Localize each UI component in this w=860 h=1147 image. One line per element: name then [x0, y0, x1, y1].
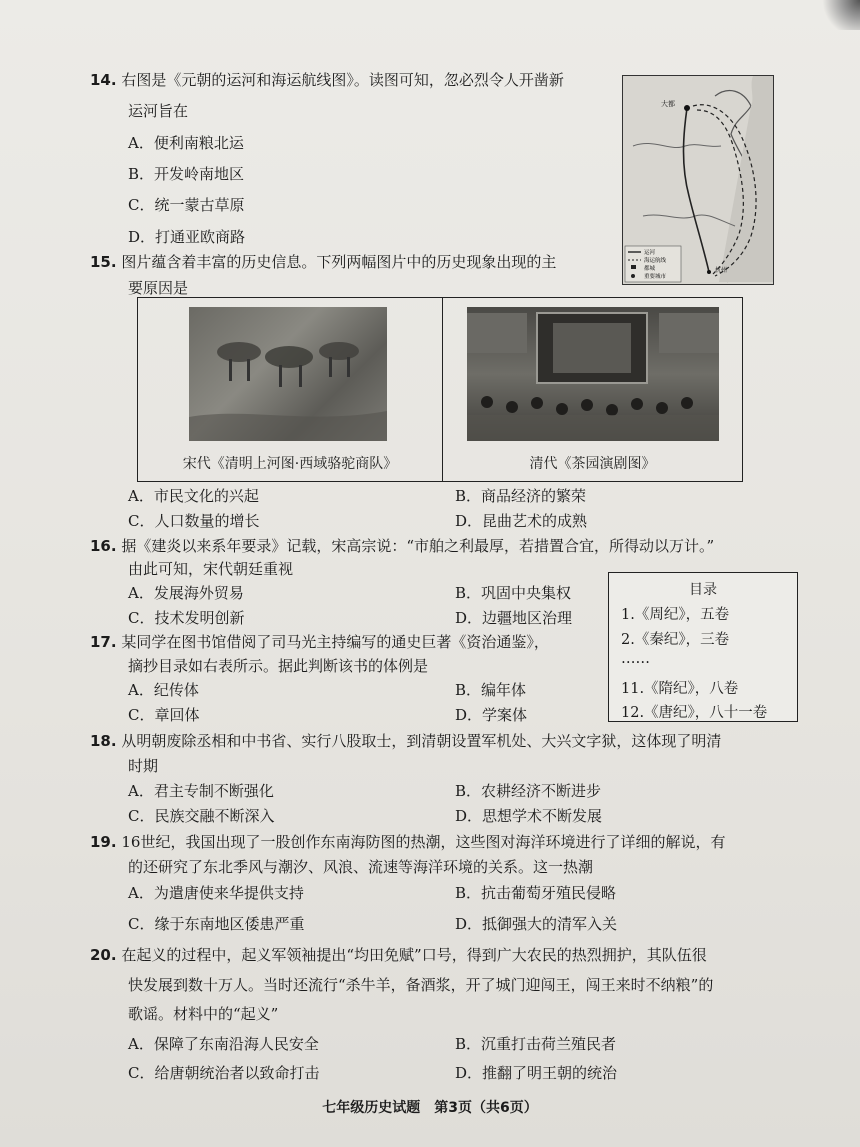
q16-option-a[interactable]: A．发展海外贸易 [128, 584, 244, 602]
directory-line-2: 2.《秦纪》，三卷 [621, 632, 730, 648]
q20-stem-line3: 歌谣。材料中的“起义” [128, 1005, 279, 1023]
q14-stem-line1: 14. 右图是《元朝的运河和海运航线图》。读图可知，忽必烈令人开凿新 [90, 71, 564, 89]
q17-option-a[interactable]: A．纪传体 [128, 681, 199, 699]
q18-option-c[interactable]: C．民族交融不断深入 [128, 807, 275, 825]
q20-option-b[interactable]: B．沉重打击荷兰殖民者 [455, 1035, 617, 1053]
q17-option-d[interactable]: D．学案体 [455, 706, 528, 724]
caption-qing: 清代《茶园演剧图》 [529, 456, 656, 472]
q15-stem-line2: 要原因是 [128, 279, 189, 297]
q19-option-c[interactable]: C．缘于东南地区倭患严重 [128, 915, 305, 933]
q17-stem-line2: 摘抄目录如右表所示。据此判断该书的体例是 [128, 657, 429, 675]
map-label-city: 杭州 [715, 267, 728, 274]
q18-stem-line1: 18. 从明朝废除丞相和中书省、实行八股取士，到清朝设置军机处、大兴文字狱，这体现了明清 [90, 732, 722, 750]
directory-line-5: 12.《唐纪》，八十一卷 [621, 705, 768, 721]
q18-number: 18. [90, 732, 117, 750]
q16-stem-line1: 16. 据《建炎以来系年要录》记载，宋高宗说：“市舶之利最厚，若措置合宜，所得动以万计。” [90, 537, 715, 555]
directory-line-1: 1.《周纪》，五卷 [621, 607, 730, 623]
caption-song: 宋代《清明上河图·西域骆驼商队》 [182, 456, 398, 472]
q16-number: 16. [90, 537, 117, 555]
q15-option-c[interactable]: C．人口数量的增长 [128, 512, 260, 530]
q20-number: 20. [90, 946, 117, 964]
q18-option-a[interactable]: A．君主专制不断强化 [128, 782, 274, 800]
q19-stem-line1: 19. 16世纪，我国出现了一股创作东南海防图的热潮，这些图对海洋环境进行了详细的解说，有 [90, 833, 726, 851]
q19-option-d[interactable]: D．抵御强大的清军入关 [455, 915, 618, 933]
map-legend-2: 海运航线 [644, 258, 667, 264]
directory-line-4: 11.《隋纪》，八卷 [621, 681, 739, 697]
map-graphic [623, 76, 773, 284]
q17-option-b[interactable]: B．编年体 [455, 681, 527, 699]
map-legend-3: 都城 [644, 266, 656, 272]
q16-option-d[interactable]: D．边疆地区治理 [455, 609, 573, 627]
q15-option-d[interactable]: D．昆曲艺术的成熟 [455, 512, 588, 530]
q15-option-b[interactable]: B．商品经济的繁荣 [455, 487, 587, 505]
q20-stem-line1: 20. 在起义的过程中，起义军领袖提出“均田免赋”口号，得到广大农民的热烈拥护，其队伍很 [90, 946, 707, 964]
q20-stem-line2: 快发展到数十万人。当时还流行“杀牛羊，备酒浆，开了城门迎闯王，闯王来时不纳粮”的 [128, 976, 714, 994]
q17-number: 17. [90, 633, 117, 651]
map-legend-4: 重要城市 [644, 274, 667, 280]
q18-option-d[interactable]: D．思想学术不断发展 [455, 807, 603, 825]
q19-number: 19. [90, 833, 117, 851]
q19-option-b[interactable]: B．抗击葡萄牙殖民侵略 [455, 884, 617, 902]
q15-option-a[interactable]: A．市民文化的兴起 [128, 487, 259, 505]
q20-option-a[interactable]: A．保障了东南沿海人民安全 [128, 1035, 319, 1053]
q14-option-b[interactable]: B．开发岭南地区 [128, 165, 245, 183]
map-label-capital: 大都 [661, 100, 675, 108]
q20-option-d[interactable]: D．推翻了明王朝的统治 [455, 1064, 618, 1082]
q20-option-c[interactable]: C．给唐朝统治者以致命打击 [128, 1064, 320, 1082]
directory-line-3: …… [621, 651, 650, 667]
q14-stem-line2: 运河旨在 [128, 102, 189, 120]
q15-number: 15. [90, 253, 117, 271]
picture-table [137, 297, 743, 482]
picture-cell-song [138, 298, 443, 481]
q14-number: 14. [90, 71, 117, 89]
q15-stem-line1: 15. 图片蕴含着丰富的历史信息。下列两幅图片中的历史现象出现的主 [90, 253, 557, 271]
directory-title: 目录 [689, 582, 717, 598]
zizhi-tongjian-directory [608, 572, 798, 722]
teahouse-theater-image [467, 307, 719, 441]
q18-stem-line2: 时期 [128, 757, 159, 775]
q19-option-a[interactable]: A．为遣唐使来华提供支持 [128, 884, 304, 902]
q17-stem-line1: 17. 某同学在图书馆借阅了司马光主持编写的通史巨著《资治通鉴》， [90, 633, 549, 651]
q16-option-c[interactable]: C．技术发明创新 [128, 609, 245, 627]
q17-option-c[interactable]: C．章回体 [128, 706, 200, 724]
q16-stem-line2: 由此可知，宋代朝廷重视 [128, 560, 294, 578]
yuan-canal-map [622, 75, 774, 285]
q14-option-a[interactable]: A．便利南粮北运 [128, 134, 244, 152]
theater-sketch [467, 307, 719, 441]
camel-caravan-sketch [189, 307, 387, 441]
picture-cell-qing [443, 298, 742, 481]
map-legend-1: 运河 [644, 250, 656, 256]
q16-option-b[interactable]: B．巩固中央集权 [455, 584, 572, 602]
q14-option-c[interactable]: C．统一蒙古草原 [128, 196, 245, 214]
qingming-painting-image [189, 307, 387, 441]
q18-option-b[interactable]: B．农耕经济不断进步 [455, 782, 602, 800]
q14-option-d[interactable]: D．打通亚欧商路 [128, 228, 246, 246]
page-corner-shadow [820, 0, 860, 30]
page-footer: 七年级历史试题 第3页（共6页） [322, 1100, 538, 1116]
q19-stem-line2: 的还研究了东北季风与潮汐、风浪、流速等海洋环境的关系。这一热潮 [128, 858, 594, 876]
